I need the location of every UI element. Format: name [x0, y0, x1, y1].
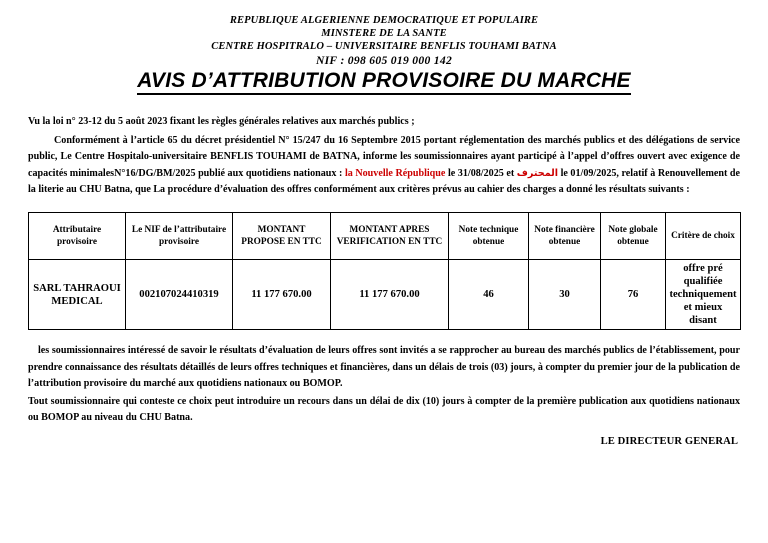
- cell-note-globale: 76: [601, 260, 666, 330]
- column-header-montant-propose: MONTANT PROPOSE EN TTC: [233, 213, 331, 260]
- header-line-nif: NIF : 098 605 019 000 142: [315, 54, 453, 68]
- header-line-ministry: MINSTERE DE LA SANTE: [321, 28, 447, 40]
- page-title-text: AVIS D’ATTRIBUTION PROVISOIRE DU MARCHE: [137, 69, 631, 95]
- paragraph-announcement: [28, 133, 740, 199]
- table-row: [29, 260, 741, 330]
- announcement-part-2: le 01/09/2025, relatif à Renouvellement de la literie au CHU Batna, que La procédure d’évaluation des offres conformément aux critères prévus au cahier des charges a donné les résultats suivants :: [28, 167, 740, 195]
- newspaper-name-fr: la Nouvelle République: [344, 167, 446, 179]
- announcement-part-1: Conformément à l’article 65 du décret présidentiel N° 15/247 du 16 Septembre 2015 portant réglementation des marchés publics et des délégations de service public, Le Centre Hospitalo-universitaire BENFLIS TOUHAMI de BATNA, informe les soumissionnaires ayant participé à l’appel d’offres ouvert avec exigence de capacités minimalesN°16/DG/BM/2025 publié aux quotidiens nationaux :: [28, 134, 740, 179]
- column-header-nif: Le NIF de l’attributaire provisoire: [126, 213, 233, 260]
- cell-note-technique: 46: [449, 260, 529, 330]
- newspaper-name-ar: المحترف: [516, 167, 559, 179]
- cell-nif: 002107024410319: [126, 260, 233, 330]
- column-header-attributaire: Attributaire provisoire: [29, 213, 126, 260]
- document-header: [28, 14, 740, 67]
- column-header-note-technique: Note technique obtenue: [449, 213, 529, 260]
- publication-date-fr: le 31/08/2025 et: [447, 167, 515, 179]
- column-header-note-financiere: Note financière obtenue: [529, 213, 601, 260]
- cell-critere-de-choix: offre pré qualifiée techniquement et mieux disant: [666, 260, 741, 330]
- paragraph-recourse-info: les soumissionnaires intéressé de savoir le résultats d’évaluation de leurs offres sont invités a se rapprocher au bureau des marchés publics de l’établissement, pour prendre connaissance des résultats détaillés de leurs offres techniques et financières, dans un délais de trois (03) jours, à compter du premier jour de la publication de l’attribution provisoire du marché aux quotidiens nationaux ou BOMOP.: [28, 345, 740, 390]
- cell-montant-propose: 11 177 670.00: [233, 260, 331, 330]
- paragraph-legal-basis: Vu la loi n° 23-12 du 5 août 2023 fixant les règles générales relatives aux marchés publics ;: [28, 116, 415, 128]
- paragraph-appeal-deadline: Tout soumissionnaire qui conteste ce choix peut introduire un recours dans un délai de dix (10) jours à compter de la première publication aux quotidiens nationaux ou BOMOP au niveau du CHU Batna.: [28, 395, 740, 423]
- column-header-note-globale: Note globale obtenue: [601, 213, 666, 260]
- table-header-row: [29, 213, 741, 260]
- cell-montant-apres-verification: 11 177 670.00: [331, 260, 449, 330]
- cell-attributaire: SARL TAHRAOUI MEDICAL: [29, 260, 126, 330]
- column-header-montant-apres-verification: MONTANT APRES VERIFICATION EN TTC: [331, 213, 449, 260]
- header-line-republic: REPUBLIQUE ALGERIENNE DEMOCRATIQUE ET POPULAIRE: [229, 15, 539, 26]
- page-title: [28, 69, 740, 95]
- award-results-table: [28, 212, 741, 330]
- cell-note-financiere: 30: [529, 260, 601, 330]
- signature-block: LE DIRECTEUR GENERAL: [600, 436, 738, 448]
- header-line-hospital: CENTRE HOSPITRALO – UNIVERSITAIRE BENFLIS TOUHAMI BATNA: [211, 41, 557, 53]
- column-header-critere-de-choix: Critère de choix: [666, 213, 741, 260]
